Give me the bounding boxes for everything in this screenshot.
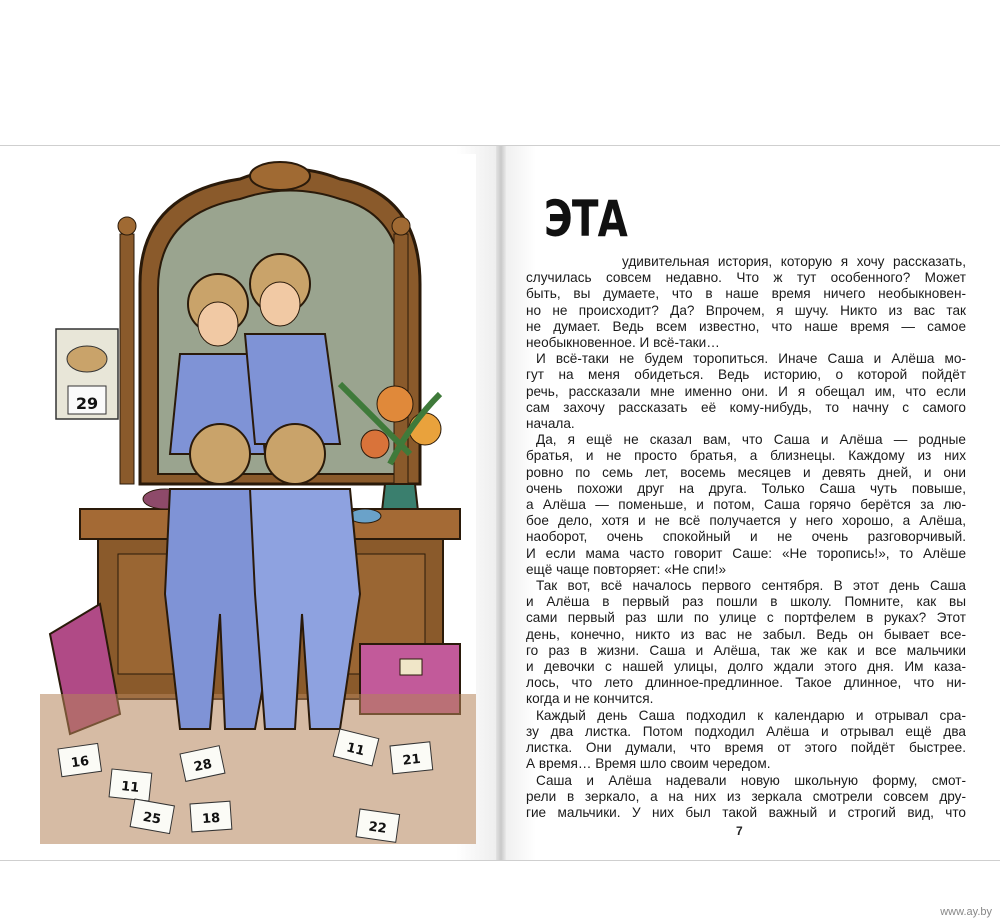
text-line: очень похожи друг на друга. Только Саша чуть повыше, [526,480,966,496]
text-line: наоборот, очень спокойный и не очень разговорчивый. [526,529,966,545]
illustration-twins-mirror [40,154,476,844]
calendar-day: 29 [75,394,99,413]
text-line: не думает. Ведь всем известно, что наше время — самое [526,318,966,334]
text-line: И если мама часто говорит Саше: «Не торопись!», то Алёше [526,545,966,561]
text-line: зу два листка. Потом подходил Алёша и отрывал ещё два [526,723,966,739]
calendar-sheet-number: 25 [141,809,163,828]
text-line: гие мальчики. У них был такой важный и строгий вид, что [526,804,966,820]
wall-calendar [56,329,118,419]
text-line: но не происходит? Да? Впрочем, я шучу. Никто из вас так [526,302,966,318]
text-line: братья, и не просто братья, а близнецы. Каждому из них [526,448,966,464]
text-line: Каждый день Саша подходил к календарю и отрывал сра- [536,707,966,723]
text-line: листка. Они думали, что время от этого пойдёт быстрее. [526,740,966,756]
text-line: быть, вы думаете, что в наше время ничего необыкновен- [526,286,966,302]
text-line: лось, что лето длинное-предлинное. Такое длинное, что ни- [526,675,966,691]
text-line: го раз в жизни. Саша и Алёша, так же как и все мальчики [526,642,966,658]
calendar-sheet [58,743,102,776]
right-page [506,146,1000,860]
calendar-sheet-number: 18 [201,810,221,828]
left-page [0,146,496,860]
calendar-sheet-number: 11 [120,779,140,796]
text-line: и девочки с нашей улицы, долго ждали этого дня. Им каза- [526,659,966,675]
book-spread [0,145,1000,861]
text-line: гут на меня обидеться. Ведь историю, о которой пойдёт [526,367,966,383]
calendar-sheet [109,769,152,801]
text-line: ещё чаще повторяет: «Не спи!» [526,561,727,577]
text-line: Саша и Алёша надевали новую школьную форму, смот- [536,772,966,788]
book-gutter [496,146,506,860]
text-line: день, конечно, никто из вас не забыл. Ведь он бывает все- [526,626,966,642]
calendar-sheet [390,742,433,774]
text-line: начала. [526,416,575,432]
calendar-sheet-number: 22 [367,819,388,837]
calendar-sheet [356,809,400,842]
calendar-sheet-number: 28 [192,756,214,776]
site-watermark: www.ay.by [940,906,992,918]
text-line: удивительная история, которую я хочу рассказать, [622,254,966,269]
text-line: случилась совсем недавно. Что ж тут особенного? Может [526,270,966,286]
calendar-sheet [190,801,232,832]
chapter-headword: ЭТА [544,190,628,248]
text-line: сам захочу рассказать её кому-нибудь, то начну с самого [526,399,966,415]
text-line: необыкновенное. И всё-таки… [526,335,720,351]
text-line: речь, рассказали мне именно они. И я обещал им, что если [526,383,966,399]
text-line: сами первый раз шли по улице с портфелем в руках? Этот [526,610,966,626]
calendar-sheet-number: 16 [70,753,91,772]
text-line: и Алёша в первый раз пошли в школу. Помните, как вы [526,594,966,610]
text-line: ровно по семь лет, восемь месяцев и девять дней, и они [526,464,966,480]
page-number: 7 [736,824,743,838]
text-line: Так вот, всё началось первого сентября. В этот день Саша [536,578,966,594]
text-line: рели в зеркало, а на них из зеркала смотрели совсем дру- [526,788,966,804]
text-line: А время… Время шло своим чередом. [526,756,771,772]
text-line: Да, я ещё не сказал вам, что Саша и Алёша — родные [536,432,966,448]
text-line: а Алёша — поменьше, и потом, Саша горячо берётся за лю- [526,497,966,513]
text-line: И всё-таки не будем торопиться. Иначе Саша и Алёша мо- [536,351,966,367]
story-text [526,254,966,821]
calendar-sheet-number: 21 [401,751,422,769]
text-line: бое дело, хотя и не всё получается у него хорошо, а Алёша, [526,513,966,529]
calendar-sheet-number: 11 [344,740,367,760]
text-line: когда и не кончится. [526,691,654,707]
